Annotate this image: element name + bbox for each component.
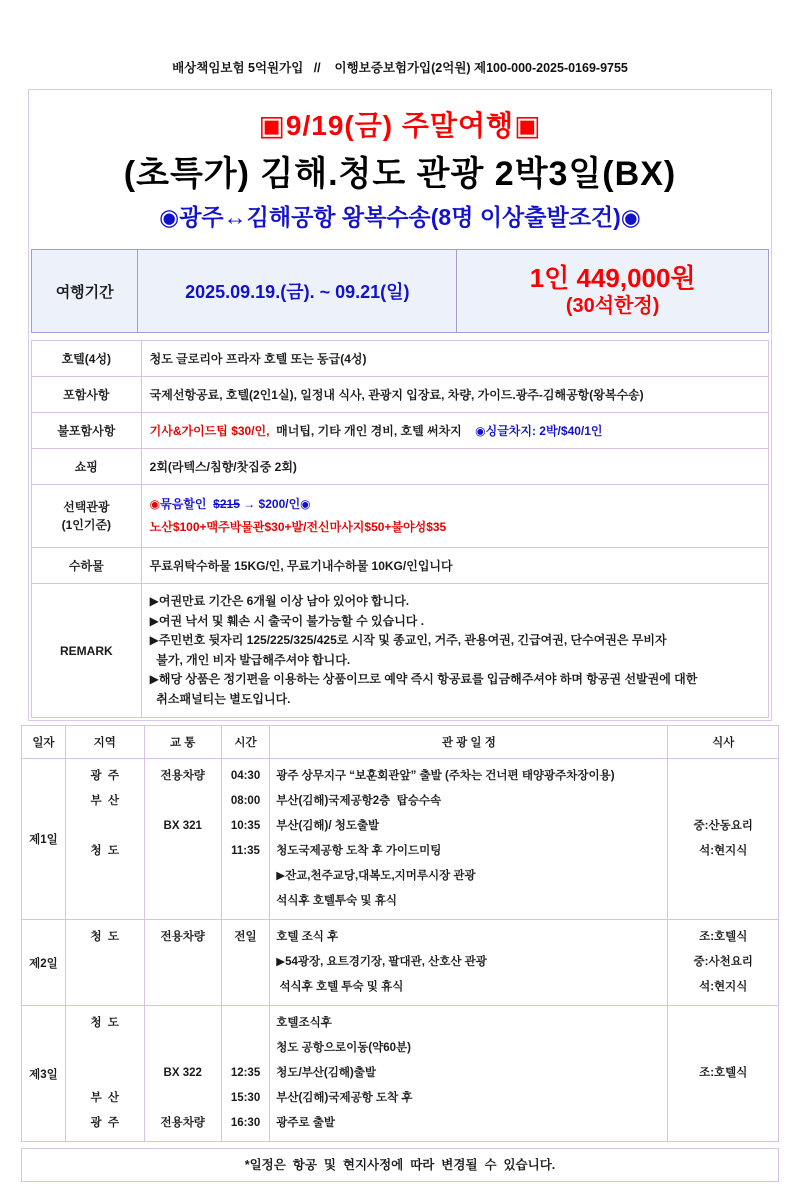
footer-note: *일정은 항공 및 현지사정에 따라 변경될 수 있습니다. — [21, 1148, 779, 1182]
excluded-value: 기사&가이드팁 $30/인, 매너팁, 기타 개인 경비, 호텔 써차지 ◉싱글차지: 2박/$40/1인 — [141, 413, 768, 449]
itinerary-table — [21, 725, 779, 1142]
day2-times: 전일 — [221, 920, 269, 1006]
travel-flyer-page — [0, 58, 800, 1182]
day2-label: 제2일 — [22, 920, 66, 1006]
seat-limit-note: (30석한정) — [565, 295, 660, 317]
col-header-time: 시간 — [221, 726, 269, 759]
day2-regions: 청 도 — [65, 920, 144, 1006]
itinerary-day2-row — [22, 920, 779, 1006]
insurance-info-line: 배상책임보험 5억원가입 // 이행보증보험가입(2억원) 제100-000-2025-0169-9755 — [172, 61, 628, 75]
hotel-value: 청도 글로리아 프라자 호텔 또는 동급(4성) — [141, 341, 768, 377]
excluded-row — [32, 413, 769, 449]
package-info-table — [31, 340, 769, 718]
day3-regions: 청 도 부 산 광 주 — [65, 1006, 144, 1142]
remark-row — [32, 584, 769, 718]
day3-transport: BX 322 전용차량 — [144, 1006, 221, 1142]
travel-period-value: 2025.09.19.(금). ~ 09.21(일) — [138, 250, 457, 333]
baggage-label: 수하물 — [32, 548, 142, 584]
included-label: 포함사항 — [32, 377, 142, 413]
day2-transport: 전용차량 — [144, 920, 221, 1006]
main-content-box — [28, 89, 772, 721]
optional-tour-value: ◉묶음할인 $215 → $200/인◉ 노산$100+맥주박물관$30+발/전신마사지$50+불야성$35 — [141, 485, 768, 548]
included-value: 국제선항공료, 호텔(2인1실), 일정내 식사, 관광지 입장료, 차량, 가이드.광주-김해공항(왕복수송) — [141, 377, 768, 413]
col-header-day: 일자 — [22, 726, 66, 759]
price-row — [32, 250, 769, 333]
shopping-label: 쇼핑 — [32, 449, 142, 485]
col-header-schedule: 관 광 일 정 — [270, 726, 668, 759]
transfer-condition-subtitle: ◉광주↔김해공항 왕복수송(8명 이상출발조건)◉ — [159, 204, 641, 230]
price-per-person: 1인 449,000원 — [529, 263, 696, 293]
day3-times: 12:35 15:30 16:30 — [221, 1006, 269, 1142]
event-date-title: ▣9/19(금) 주말여행▣ — [258, 110, 542, 141]
shopping-row — [32, 449, 769, 485]
day3-meals: 조:호텔식 — [668, 1006, 779, 1142]
remark-label: REMARK — [32, 584, 142, 718]
included-row — [32, 377, 769, 413]
day1-meals: 중:산동요리 석:현지식 — [668, 759, 779, 920]
baggage-value: 무료위탁수하물 15KG/인, 무료기내수하물 10KG/인입니다 — [141, 548, 768, 584]
day1-times: 04:30 08:00 10:35 11:35 — [221, 759, 269, 920]
col-header-transport: 교 통 — [144, 726, 221, 759]
excluded-label: 불포함사항 — [32, 413, 142, 449]
day1-label: 제1일 — [22, 759, 66, 920]
hotel-label: 호텔(4성) — [32, 341, 142, 377]
day1-regions: 광 주 부 산 청 도 — [65, 759, 144, 920]
day2-schedule: 호텔 조식 후 ▶54광장, 요트경기장, 팔대관, 산호산 관광 석식후 호텔 투숙 및 휴식 — [270, 920, 668, 1006]
hotel-row — [32, 341, 769, 377]
price-table — [31, 249, 769, 333]
col-header-meals: 식사 — [668, 726, 779, 759]
optional-tour-row — [32, 485, 769, 548]
shopping-value: 2회(라텍스/침향/찻집중 2회) — [141, 449, 768, 485]
day3-schedule: 호텔조식후 청도 공항으로이동(약60분) 청도/부산(김해)출발 부산(김해)국제공항 도착 후 광주로 출발 — [270, 1006, 668, 1142]
optional-tour-label: 선택관광 (1인기준) — [32, 485, 142, 548]
itinerary-day3-row — [22, 1006, 779, 1142]
day1-transport: 전용차량 BX 321 — [144, 759, 221, 920]
day3-label: 제3일 — [22, 1006, 66, 1142]
page-title: (초특가) 김해.청도 관광 2박3일(BX) — [123, 155, 677, 193]
day2-meals: 조:호텔식 중:사천요리 석:현지식 — [668, 920, 779, 1006]
baggage-row — [32, 548, 769, 584]
itinerary-header-row — [22, 726, 779, 759]
remark-value: ▶여권만료 기간은 6개월 이상 남아 있어야 합니다. ▶여권 낙서 및 훼손 시 출국이 불가능할 수 있습니다 . ▶주민번호 뒷자리 125/225/325/425로 시작 및 종교인, 거주, 관용여권, 긴급여권, 단수여권은 무비자 불가, 개인 비자 발급해주셔야 합니다. ▶해당 상품은 정기편을 이용하는 상품이므로 예약 즉시 항공료를 입금해주셔야 하며 항공권 선발권에 대한 취소패널티는 별도입니다. — [141, 584, 768, 718]
itinerary-day1-row — [22, 759, 779, 920]
day1-schedule: 광주 상무지구 “보훈회관앞” 출발 (주차는 건너편 태양광주차장이용) 부산(김해)국제공항2층 탑승수속 부산(김해)/ 청도출발 청도국제공항 도착 후 가이드미팅 ▶잔교,천주교당,대복도,지머루시장 관광 석식후 호텔투숙 및 휴식 — [270, 759, 668, 920]
travel-period-label: 여행기간 — [32, 250, 138, 333]
col-header-region: 지역 — [65, 726, 144, 759]
price-cell — [457, 250, 769, 333]
